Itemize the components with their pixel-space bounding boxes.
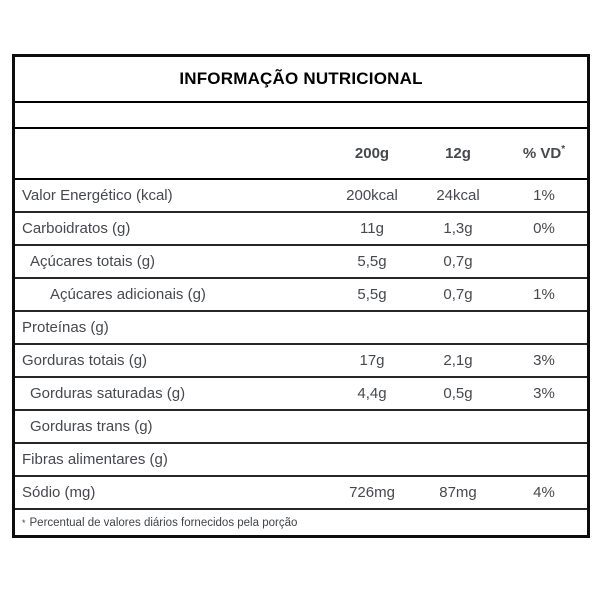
table-row-valor-energetico <box>15 180 587 213</box>
row-value-vd: 1% <box>533 187 555 204</box>
footnote-text: Percentual de valores diários fornecidos pela porção <box>29 516 298 529</box>
row-label: Sódio (mg) <box>22 484 96 501</box>
table-row-gorduras-totais <box>15 345 587 378</box>
row-value-12g: 1,3g <box>443 220 473 237</box>
row-value-200g: 17g <box>359 352 385 369</box>
row-value-vd: 3% <box>533 352 555 369</box>
row-value-200g: 4,4g <box>357 385 387 402</box>
row-value-12g: 2,1g <box>443 352 473 369</box>
column-header-row <box>15 129 587 180</box>
row-label: Açúcares totais (g) <box>30 253 156 270</box>
row-value-200g: 5,5g <box>357 286 387 303</box>
header-percent-vd: % VD* <box>522 144 566 162</box>
row-label: Carboidratos (g) <box>22 220 131 237</box>
row-label: Valor Energético (kcal) <box>22 187 173 204</box>
row-label: Gorduras saturadas (g) <box>30 385 186 402</box>
table-row-proteinas <box>15 312 587 345</box>
row-value-200g: 5,5g <box>357 253 387 270</box>
row-value-vd: 3% <box>533 385 555 402</box>
row-value-vd: 1% <box>533 286 555 303</box>
row-label: Fibras alimentares (g) <box>22 451 168 468</box>
footnote: * Percentual de valores diários fornecidos pela porção <box>22 516 298 529</box>
row-value-200g: 200kcal <box>346 187 398 204</box>
table-row-sodio <box>15 477 587 510</box>
empty-spacer-row <box>15 103 587 129</box>
row-label: Açúcares adicionais (g) <box>50 286 206 303</box>
row-value-12g: 0,7g <box>443 253 473 270</box>
row-value-vd: 0% <box>533 220 555 237</box>
nutrition-table <box>12 54 590 538</box>
table-row-acucares-adicionais <box>15 279 587 312</box>
row-value-200g: 726mg <box>349 484 395 501</box>
row-label: Proteínas (g) <box>22 319 109 336</box>
row-value-200g: 11g <box>360 220 384 237</box>
row-value-vd: 4% <box>533 484 555 501</box>
table-title: INFORMAÇÃO NUTRICIONAL <box>179 69 423 88</box>
table-row-gorduras-trans <box>15 411 587 444</box>
row-value-12g: 24kcal <box>436 187 480 204</box>
header-serving-12g: 12g <box>445 145 471 162</box>
table-row-gorduras-saturadas <box>15 378 587 411</box>
table-row-acucares-totais <box>15 246 587 279</box>
table-row-fibras-alimentares <box>15 444 587 477</box>
table-row-carboidratos <box>15 213 587 246</box>
vd-asterisk: * <box>561 144 566 155</box>
row-value-12g: 87mg <box>439 484 477 501</box>
header-portion-200g: 200g <box>354 145 390 162</box>
table-title-row <box>15 57 587 103</box>
row-label: Gorduras totais (g) <box>22 352 148 369</box>
row-value-12g: 0,7g <box>443 286 473 303</box>
row-label: Gorduras trans (g) <box>30 418 153 435</box>
row-value-12g: 0,5g <box>443 385 473 402</box>
